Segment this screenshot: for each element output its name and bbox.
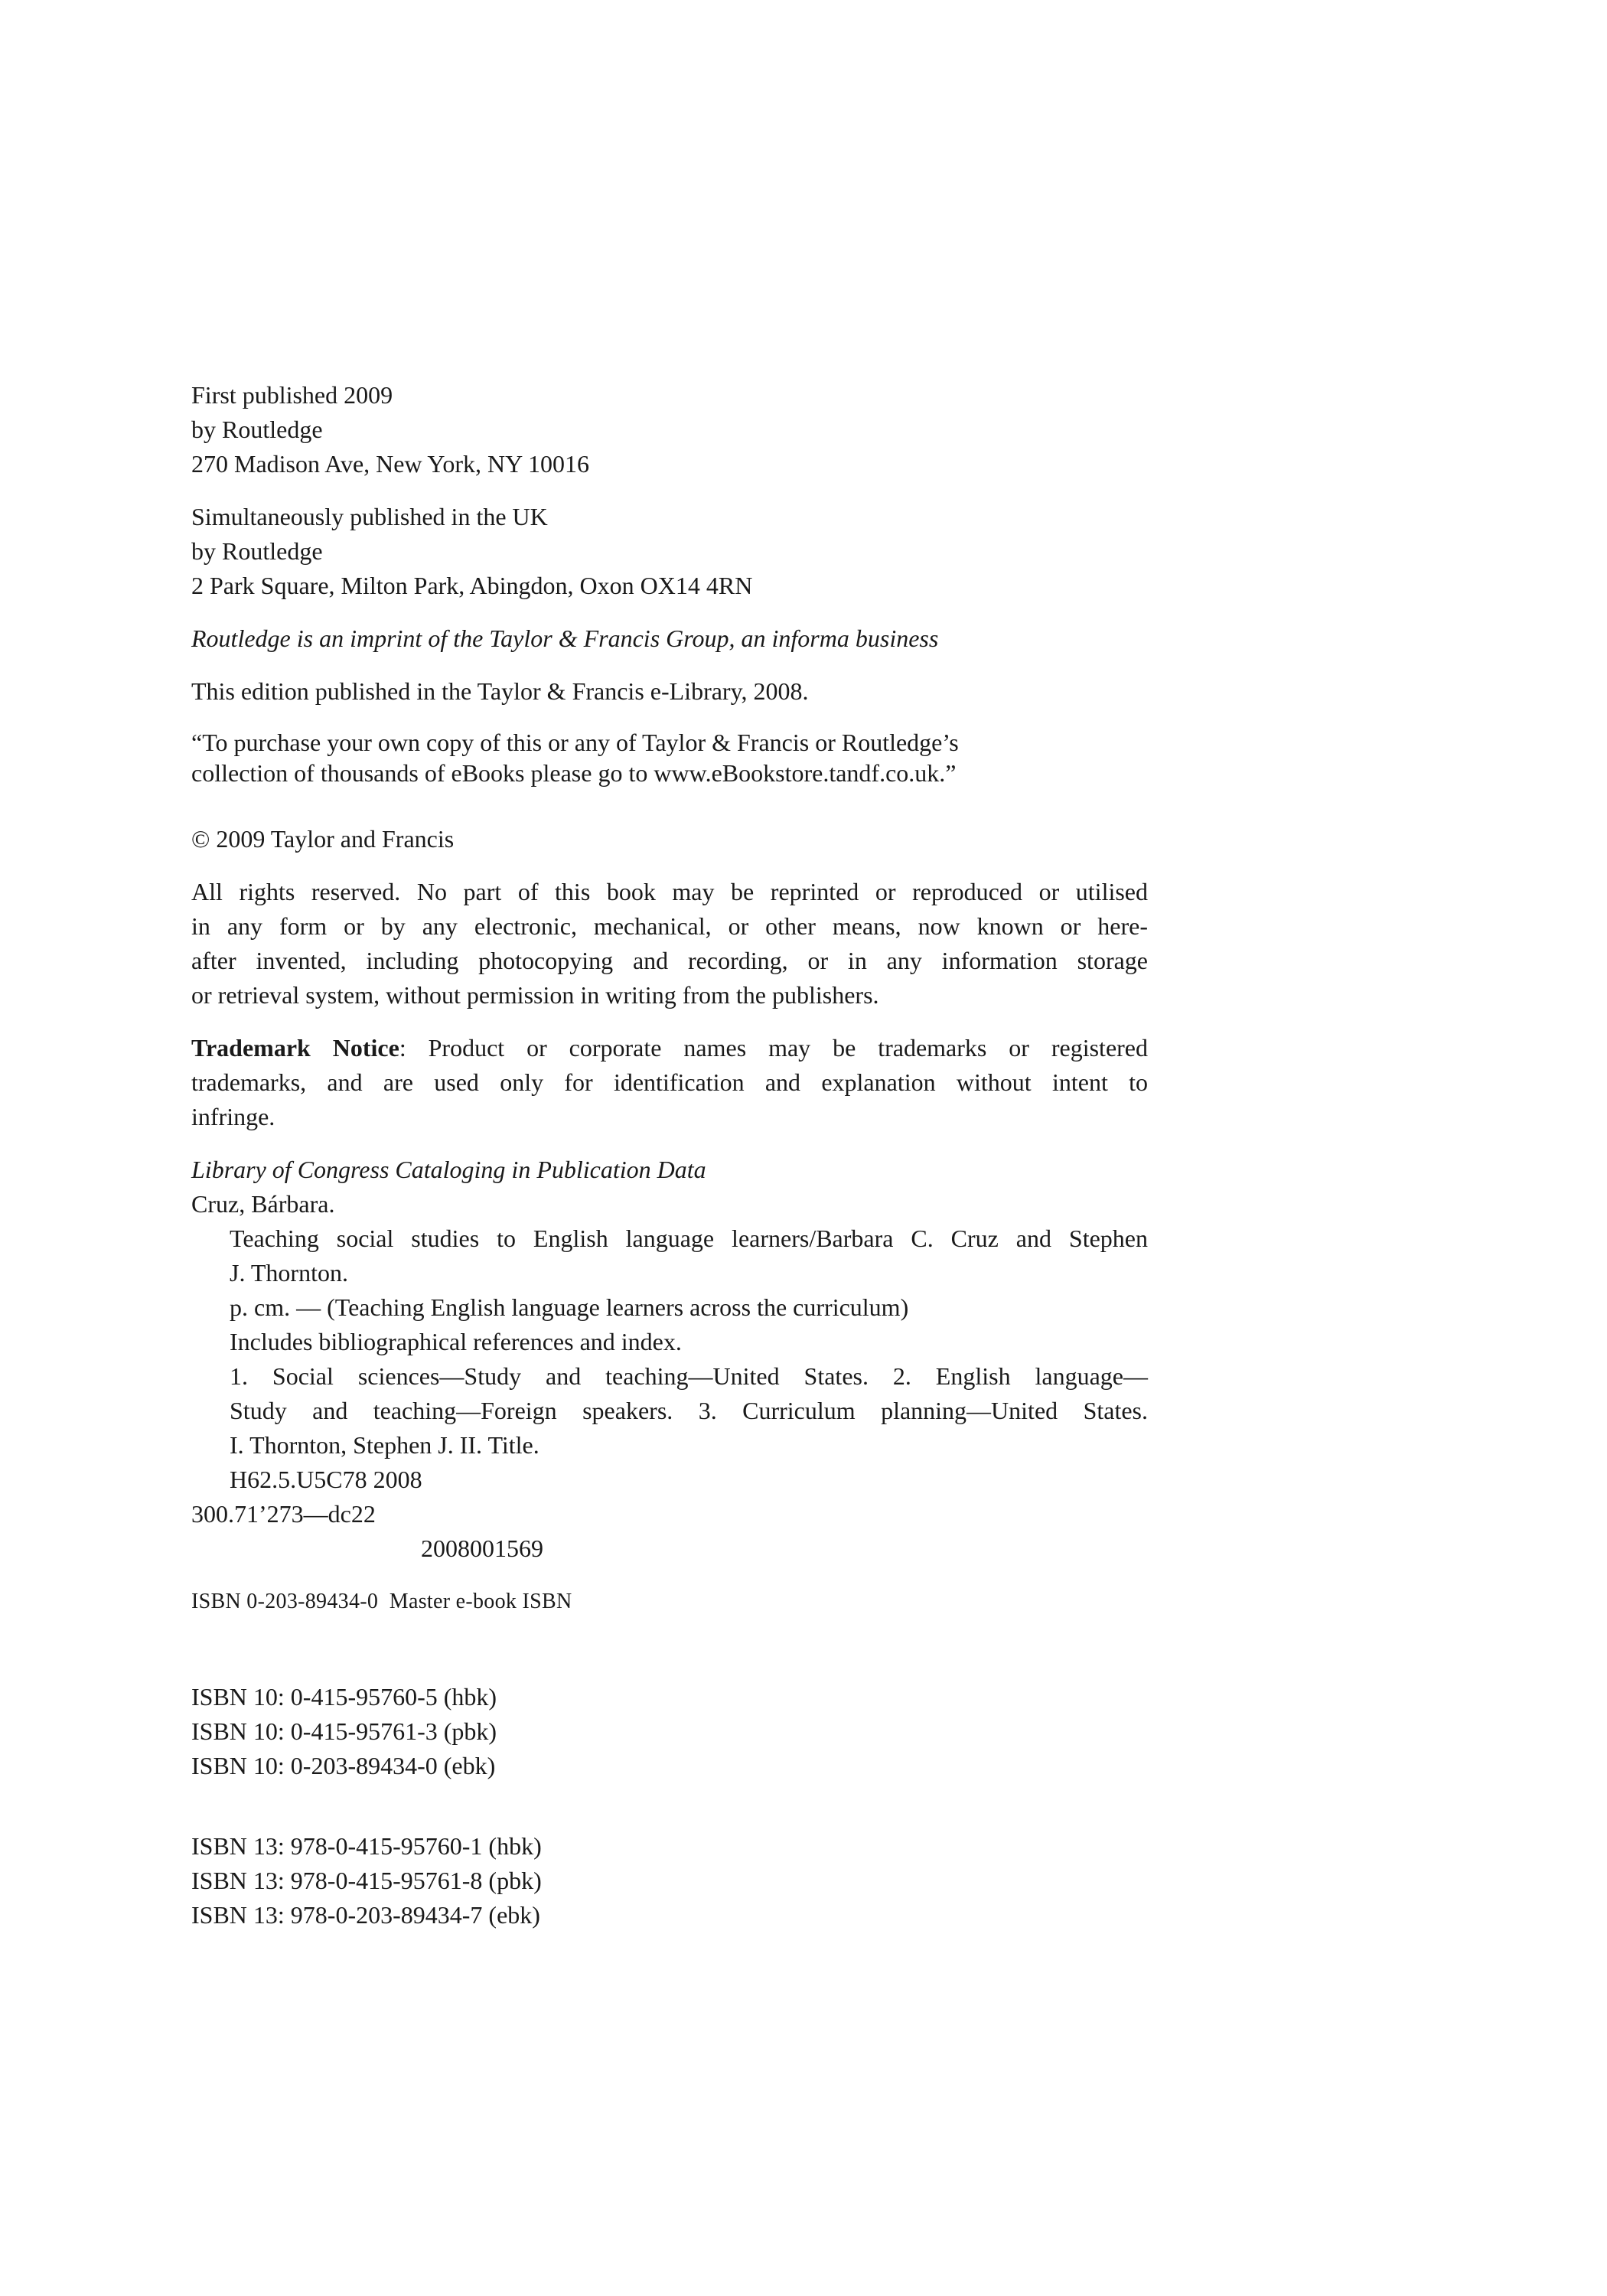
isbn10-line: ISBN 10: 0-203-89434-0 (ebk) (191, 1752, 496, 1779)
rights-line: after invented, including photocopying and recording, or in any information storage (191, 947, 1148, 974)
master-isbn-block (191, 1584, 1148, 1619)
first-published: First published 2009 (191, 381, 393, 409)
cip-series: p. cm. — (Teaching English language learners across the curriculum) (230, 1293, 909, 1321)
imprint-statement: Routledge is an imprint of the Taylor & Francis Group, an informa business (191, 625, 939, 652)
us-publication-block (191, 378, 1148, 481)
cip-title: J. Thornton. (230, 1259, 348, 1287)
trademark-line: trademarks, and are used only for identification and explanation without intent to (191, 1068, 1148, 1096)
isbn10-line: ISBN 10: 0-415-95761-3 (pbk) (191, 1717, 497, 1745)
isbn13-line: ISBN 13: 978-0-415-95761-8 (pbk) (191, 1867, 542, 1894)
rights-line: or retrieval system, without permission in writing from the publishers. (191, 981, 879, 1009)
isbn13-line: ISBN 13: 978-0-415-95760-1 (hbk) (191, 1832, 542, 1860)
cip-lccn: 2008001569 (421, 1534, 543, 1562)
ebook-edition-block (191, 674, 1148, 709)
isbn13-block (191, 1829, 1148, 1932)
copyright-block (191, 822, 1148, 856)
master-isbn: ISBN 0-203-89434-0 Master e-book ISBN (191, 1590, 572, 1613)
purchase-line: collection of thousands of eBooks please go to www.eBookstore.tandf.co.uk.” (191, 759, 957, 787)
copyright-page (191, 378, 1148, 1951)
uk-address: 2 Park Square, Milton Park, Abingdon, Oxon OX14 4RN (191, 572, 753, 599)
trademark-line: infringe. (191, 1103, 275, 1130)
trademark-line (191, 1031, 1148, 1065)
cip-dewey: 300.71’273—dc22 (191, 1500, 376, 1528)
uk-intro: Simultaneously published in the UK (191, 503, 548, 530)
cip-subjects: I. Thornton, Stephen J. II. Title. (230, 1431, 539, 1459)
cip-block (191, 1153, 1148, 1566)
ebook-edition: This edition published in the Taylor & Francis e-Library, 2008. (191, 677, 809, 705)
cip-subjects: Study and teaching—Foreign speakers. 3. Curriculum planning—United States. (230, 1397, 1148, 1424)
uk-publisher: by Routledge (191, 537, 323, 565)
trademark-label: Trademark Notice (191, 1034, 399, 1062)
isbn13-line: ISBN 13: 978-0-203-89434-7 (ebk) (191, 1901, 540, 1929)
rights-line: in any form or by any electronic, mechanical, or other means, now known or here- (191, 912, 1148, 940)
rights-line: All rights reserved. No part of this book may be reprinted or reproduced or utilised (191, 878, 1148, 905)
purchase-note (191, 727, 1148, 788)
cip-lc-class: H62.5.U5C78 2008 (230, 1466, 422, 1493)
trademark-block (191, 1031, 1148, 1134)
copyright-notice: © 2009 Taylor and Francis (191, 825, 455, 853)
cip-heading: Library of Congress Cataloging in Publication Data (191, 1156, 706, 1183)
cip-title: Teaching social studies to English language learners/Barbara C. Cruz and Stephen (230, 1225, 1148, 1252)
us-address: 270 Madison Ave, New York, NY 10016 (191, 450, 589, 478)
isbn10-line: ISBN 10: 0-415-95760-5 (hbk) (191, 1683, 497, 1711)
imprint-block (191, 621, 1148, 656)
us-publisher: by Routledge (191, 416, 323, 443)
rights-block (191, 875, 1148, 1013)
cip-author: Cruz, Bárbara. (191, 1190, 335, 1218)
uk-publication-block (191, 500, 1148, 603)
isbn10-block (191, 1680, 1148, 1783)
cip-includes: Includes bibliographical references and index. (230, 1328, 682, 1355)
cip-subjects: 1. Social sciences—Study and teaching—United States. 2. English language— (230, 1362, 1148, 1390)
purchase-line: “To purchase your own copy of this or any of Taylor & Francis or Routledge’s (191, 729, 959, 756)
trademark-text: : Product or corporate names may be trademarks or registered (399, 1034, 1149, 1062)
